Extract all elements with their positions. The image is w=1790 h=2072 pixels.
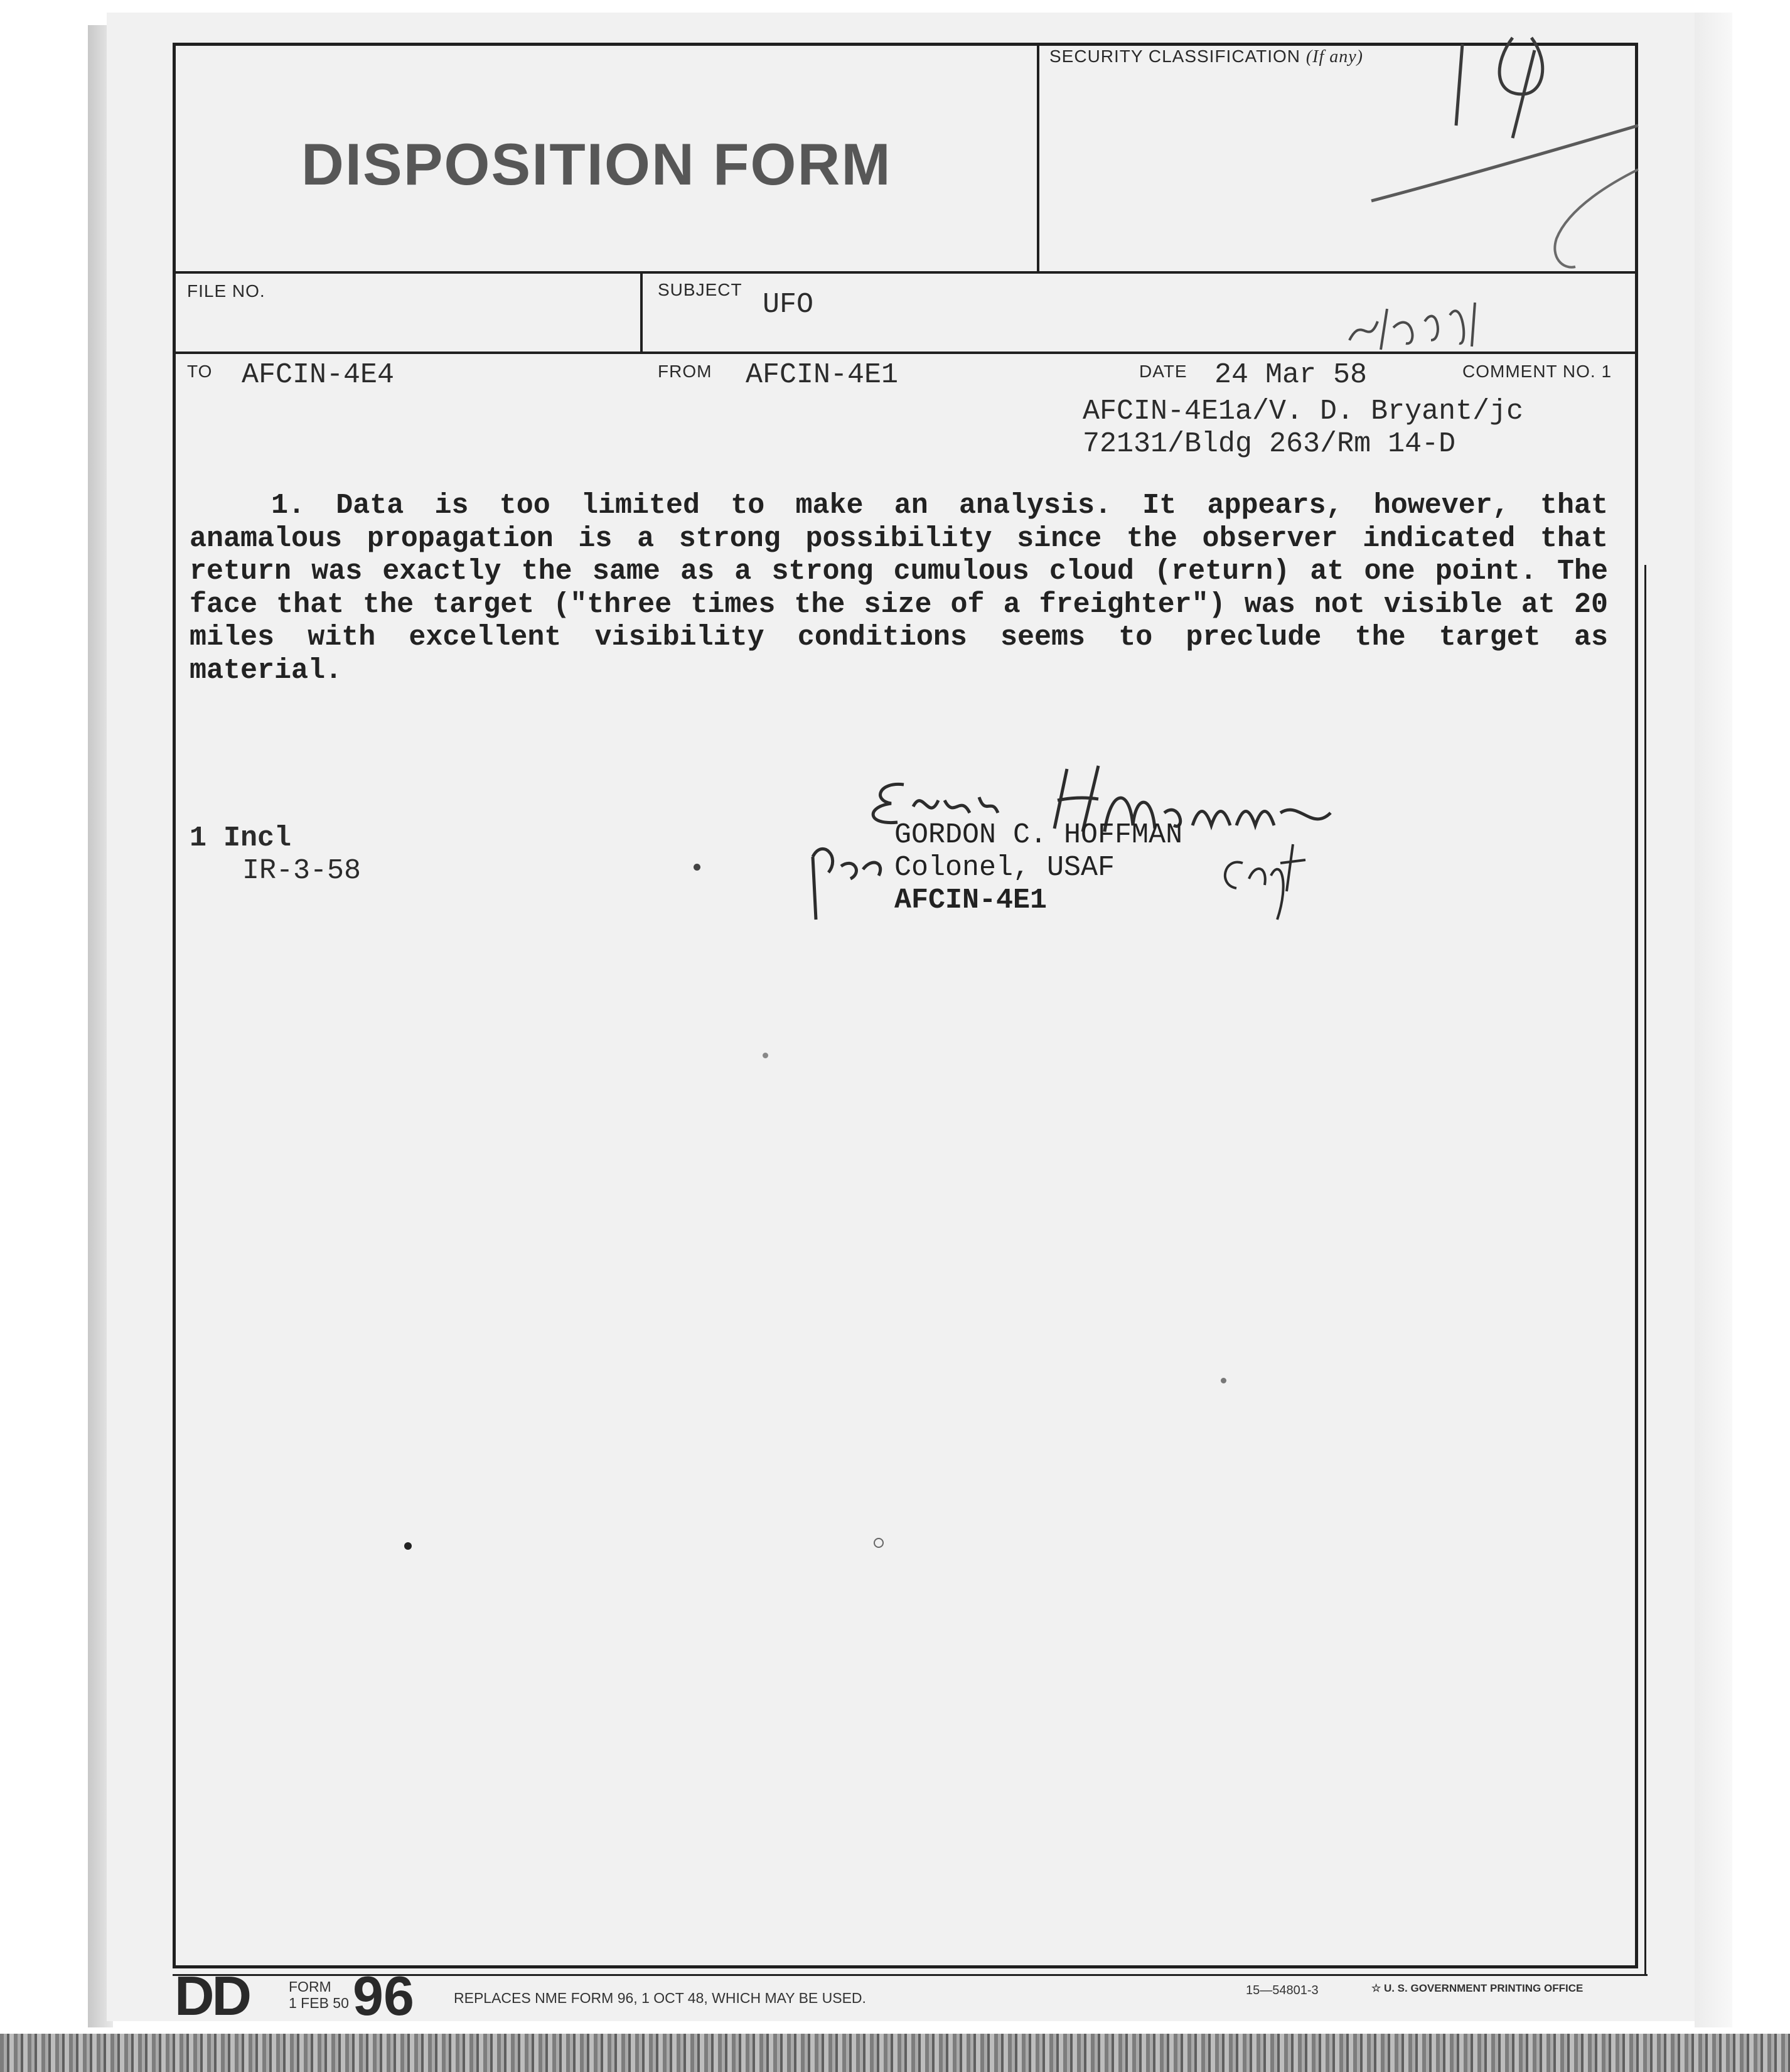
form-frame-right-outer <box>1644 565 1646 1976</box>
originator-line-2: 72131/Bldg 263/Rm 14-D <box>1083 428 1456 460</box>
date-value: 24 Mar 58 <box>1214 359 1368 391</box>
footer-form-info <box>289 1978 349 2011</box>
scan-speck <box>1221 1378 1226 1383</box>
form-frame-left <box>173 43 176 1968</box>
handwritten-file-number <box>1343 290 1506 359</box>
footer-form-word: FORM <box>289 1978 331 1995</box>
security-classification-note: (If any) <box>1305 47 1363 67</box>
file-subject-divider <box>640 271 643 352</box>
footer-form-number: 96 <box>353 1965 414 2027</box>
footer-printer: ☆ U. S. GOVERNMENT PRINTING OFFICE <box>1371 1982 1584 1994</box>
subject-label: SUBJECT <box>658 280 742 299</box>
from-label: FROM <box>658 362 712 381</box>
to-value: AFCIN-4E4 <box>242 359 395 391</box>
file-no-label: FILE NO. <box>187 281 265 301</box>
originator-line-1: AFCIN-4E1a/V. D. Bryant/jc <box>1083 395 1524 427</box>
footer-print-code: 15—54801-3 <box>1246 1983 1319 1997</box>
footer-form-date: 1 FEB 50 <box>289 1995 349 2011</box>
form-frame-right <box>1635 43 1638 1968</box>
to-label: TO <box>187 362 213 381</box>
enclosure-count: 1 Incl <box>190 822 292 854</box>
title-classification-divider <box>1037 43 1039 271</box>
film-edge-strip <box>0 2034 1790 2072</box>
form-title: DISPOSITION FORM <box>301 131 892 197</box>
footer-dd-mark: DD <box>174 1965 250 2027</box>
comment-number-label: COMMENT NO. 1 <box>1462 362 1612 381</box>
scan-speck <box>404 1542 412 1550</box>
from-value: AFCIN-4E1 <box>746 359 899 391</box>
signer-office: AFCIN-4E1 <box>894 884 1048 916</box>
scan-speck <box>763 1053 768 1058</box>
enclosure-item: IR-3-58 <box>242 855 362 887</box>
signer-rank: Colonel, USAF <box>894 852 1115 884</box>
page-edge-right <box>1695 13 1732 2027</box>
handwritten-classification-marks <box>1368 25 1644 276</box>
signature-block <box>894 819 1182 917</box>
scan-speck <box>874 1538 884 1548</box>
body-paragraph-1: 1. Data is too limited to make an analysis. It appears, however, that anamalous propagation is a strong possibility since the observer indicated that return was exactly the same as a strong cumulous cloud (return) at one point. The face that the target ("three times the size of a freighter") was not visible at 20 miles with excellent visibility conditions seems to preclude the target as material. <box>190 490 1608 687</box>
scan-speck <box>694 864 700 871</box>
date-label: DATE <box>1139 362 1187 381</box>
footer-replaces-note: REPLACES NME FORM 96, 1 OCT 48, WHICH MAY BE USED. <box>454 1990 866 2006</box>
security-classification-label <box>1049 46 1363 67</box>
signer-name: GORDON C. HOFFMAN <box>894 819 1183 851</box>
top-margin-scribble <box>439 0 1255 31</box>
security-classification-text: SECURITY CLASSIFICATION <box>1049 46 1301 66</box>
subject-value: UFO <box>763 289 814 321</box>
